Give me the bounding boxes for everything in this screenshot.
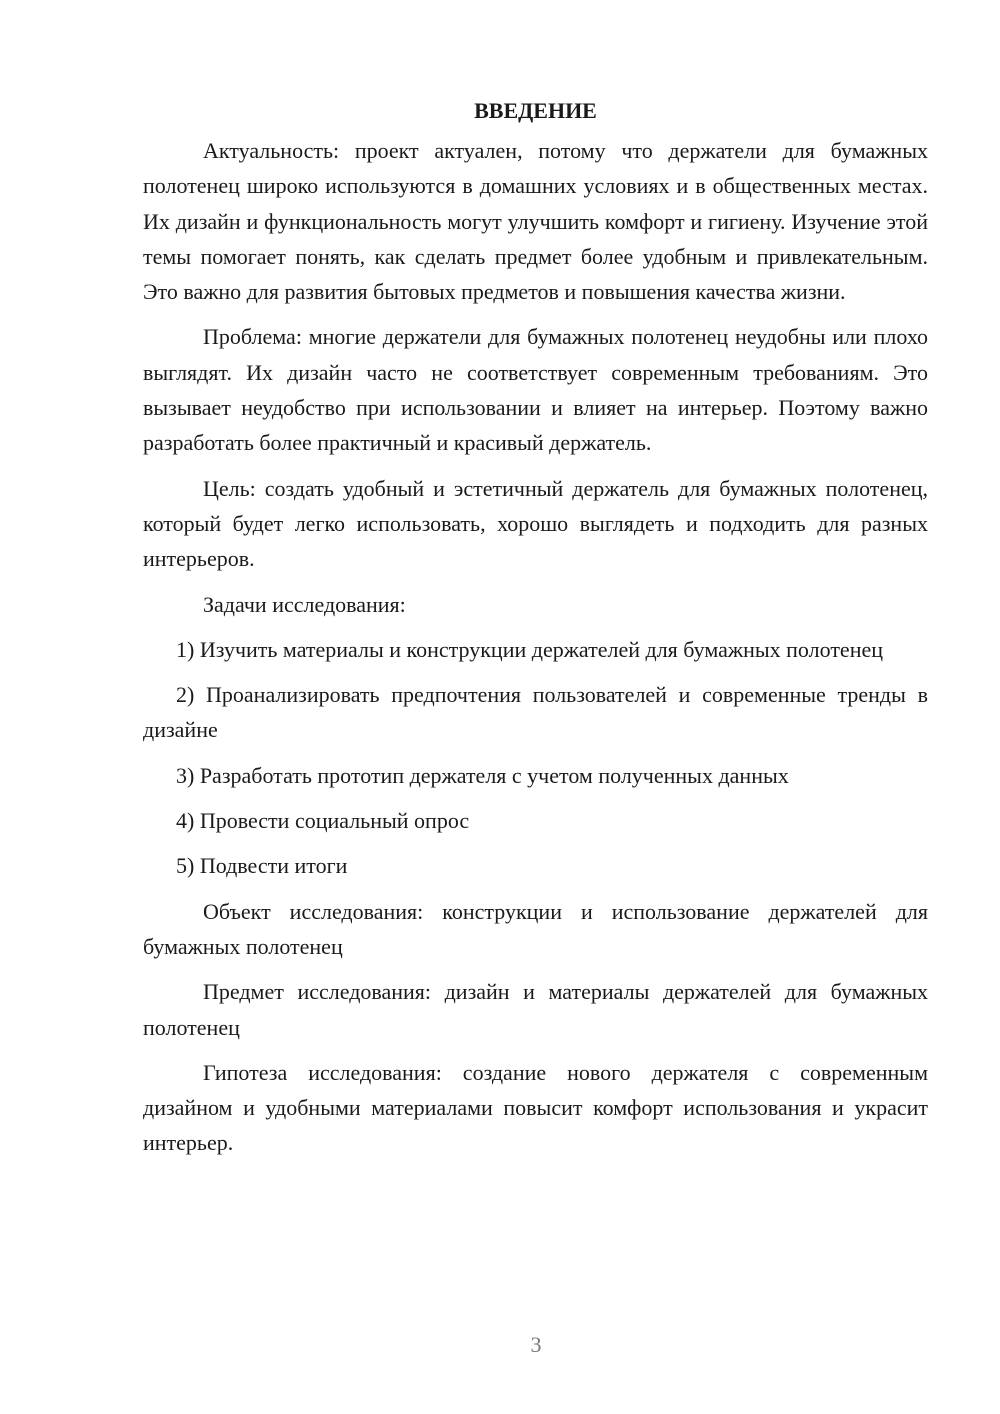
paragraph-relevance: Актуальность: проект актуален, потому что держатели для бумажных полотенец широко используются в домашних условиях и в общественных местах. Их дизайн и функциональность могут улучшить комфорт и гигиену. Изучение этой темы помогает понять, как сделать предмет более удобным и привлекательным. Это важно для развития бытовых предметов и повышения качества жизни. [143,138,928,305]
task-item-4: 4) Провести социальный опрос [176,808,470,834]
task-item-1: 1) Изучить материалы и конструкции держателей для бумажных полотенец [176,636,884,662]
page-content [143,93,928,1171]
section-heading: ВВЕДЕНИЕ [474,98,597,123]
task-item-2: 2) Проанализировать предпочтения пользователей и современные тренды в дизайне [143,682,928,743]
paragraph-hypothesis: Гипотеза исследования: создание нового держателя с современным дизайном и удобными материалами повысит комфорт использования и украсит интерьер. [143,1059,928,1156]
task-item-3: 3) Разработать прототип держателя с учетом полученных данных [176,762,789,788]
page-number: 3 [530,1332,542,1357]
paragraph-object: Объект исследования: конструкции и использование держателей для бумажных полотенец [143,898,928,959]
tasks-title: Задачи исследования: [203,591,406,617]
paragraph-subject: Предмет исследования: дизайн и материалы держателей для бумажных полотенец [143,979,928,1040]
paragraph-problem: Проблема: многие держатели для бумажных полотенец неудобны или плохо выглядят. Их дизайн часто не соответствует современным требованиям. Это вызывает неудобство при использовании и влияет на интерьер. Поэтому важно разработать более практичный и красивый держатель. [143,324,928,456]
task-item-5: 5) Подвести итоги [176,853,348,879]
paragraph-goal: Цель: создать удобный и эстетичный держатель для бумажных полотенец, который будет легко использовать, хорошо выглядеть и подходить для разных интерьеров. [143,475,928,572]
